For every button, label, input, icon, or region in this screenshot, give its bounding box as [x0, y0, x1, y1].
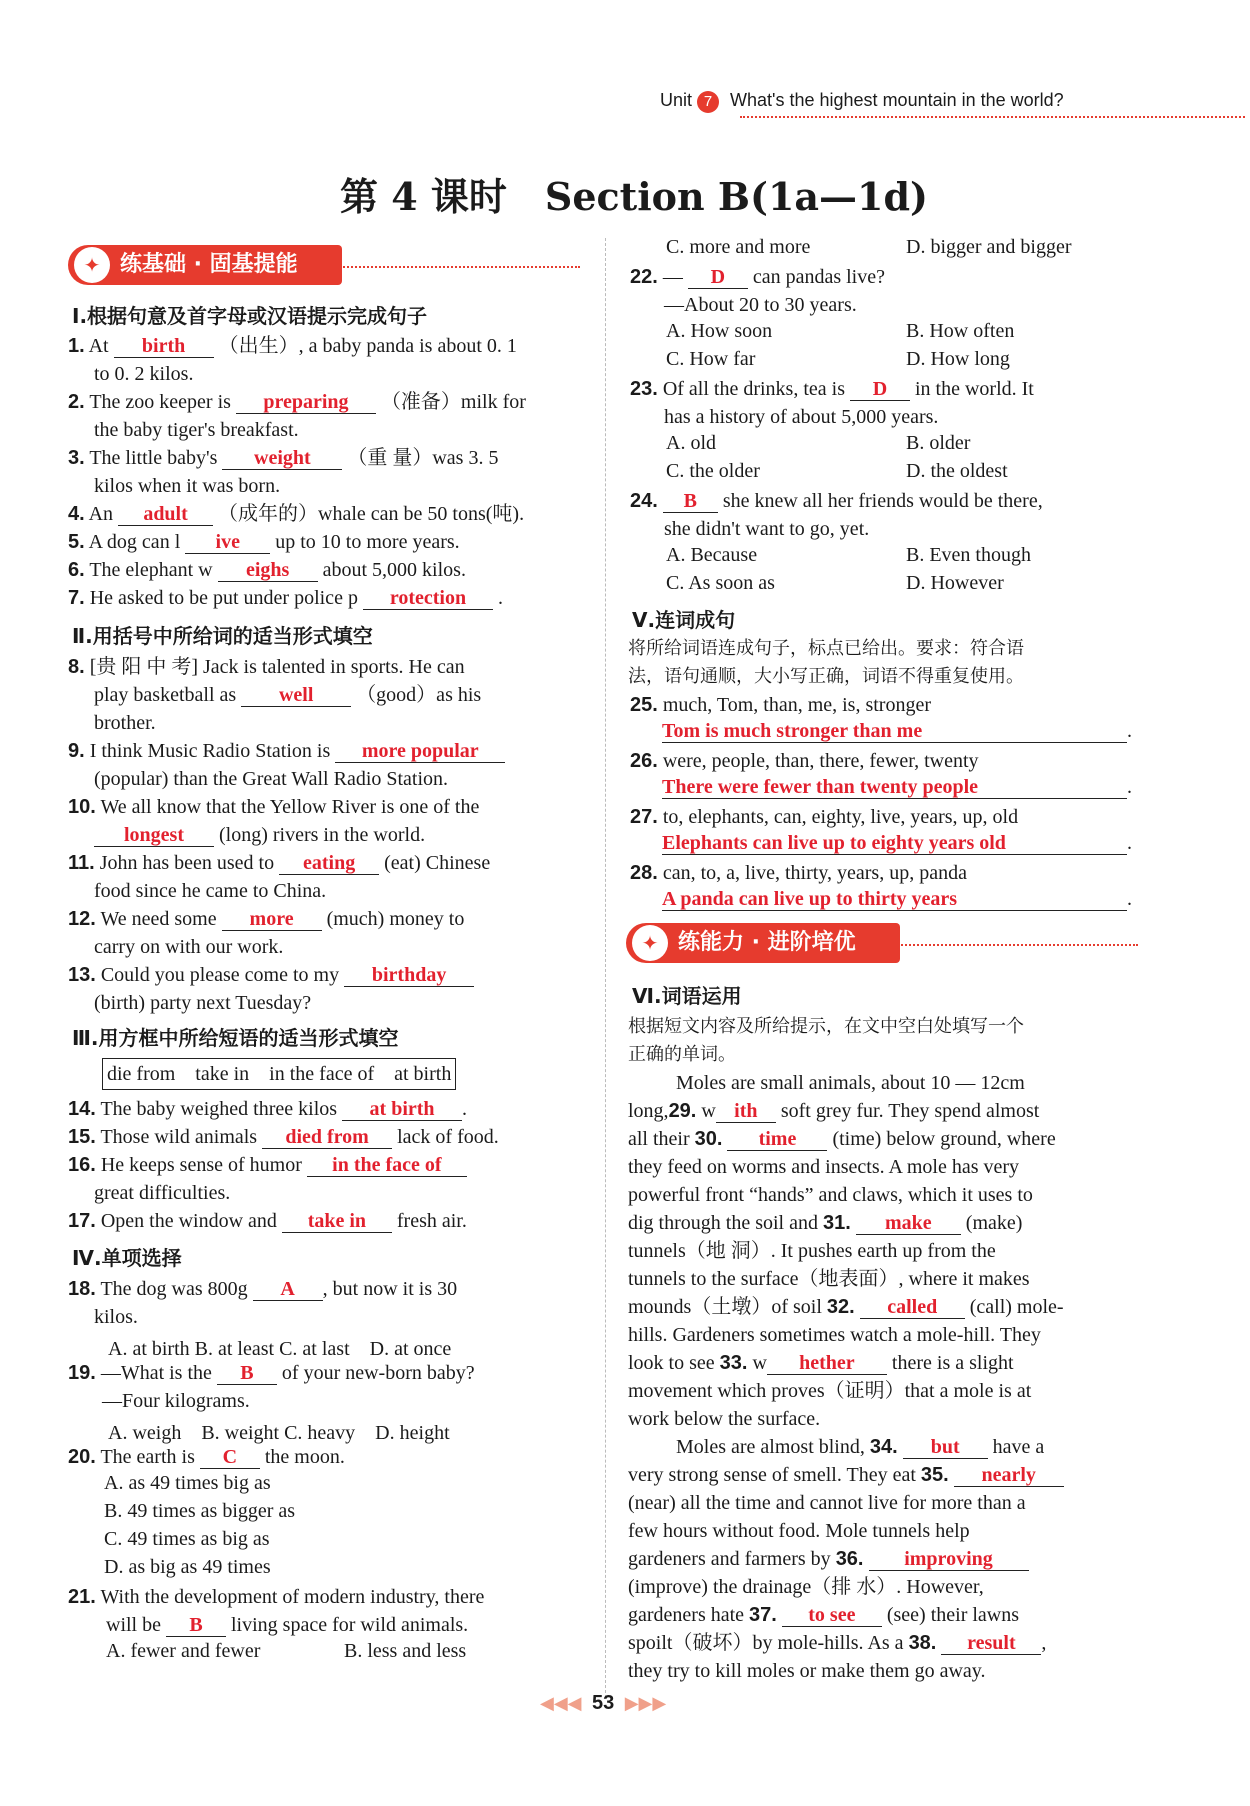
- answer-30: time: [727, 1128, 827, 1151]
- answer-31: make: [856, 1212, 961, 1235]
- q10-line-2: [94, 822, 425, 848]
- answer-35: nearly: [954, 1464, 1064, 1487]
- banner-advanced-label: 练能力 · 进阶培优: [678, 930, 856, 955]
- answer-38: result: [941, 1632, 1041, 1655]
- q10-answer: longest: [94, 824, 214, 847]
- passage-text: w: [752, 1352, 767, 1374]
- q21-option-a: A. fewer and fewer: [106, 1640, 261, 1662]
- q24-option-b: B. Even though: [906, 544, 1031, 566]
- q10-number: 10.: [68, 796, 96, 818]
- question-12: [68, 906, 464, 932]
- q2-text-a: The zoo keeper is: [89, 391, 231, 413]
- question-19: [68, 1360, 475, 1386]
- q11-text-b: (eat) Chinese: [384, 852, 491, 874]
- q27-number: 27.: [630, 806, 658, 828]
- question-28: [630, 860, 967, 886]
- passage-line-20: [628, 1602, 1019, 1628]
- passage-text: mounds（土墩）of soil: [628, 1296, 822, 1318]
- q7-answer: rotection: [363, 587, 493, 610]
- q9-number: 9.: [68, 740, 85, 762]
- q24-continuation: she didn't want to go, yet.: [664, 518, 870, 540]
- q13-number: 13.: [68, 964, 96, 986]
- q1-continuation: to 0. 2 kilos.: [94, 363, 194, 385]
- runner-icon: ✦: [74, 247, 110, 283]
- q22-text-a: —: [662, 266, 683, 288]
- passage-line-15: [628, 1462, 1064, 1488]
- q24-option-c: C. As soon as: [666, 572, 775, 594]
- section-heading-5: Ⅴ.连词成句: [632, 608, 736, 632]
- q13-continuation: (birth) party next Tuesday?: [94, 992, 312, 1014]
- passage-text: (make): [965, 1212, 1023, 1234]
- q19-number: 19.: [68, 1362, 96, 1384]
- q16-number: 16.: [68, 1154, 96, 1176]
- q20-text-a: The earth is: [100, 1446, 195, 1468]
- page-number-bar: [540, 1692, 666, 1715]
- section-heading-1: Ⅰ.根据句意及首字母或汉语提示完成句子: [72, 304, 428, 328]
- q4-text-b: （成年的）whale can be 50 tons(吨).: [218, 503, 525, 525]
- s6-instruction-2: 正确的单词。: [628, 1044, 736, 1065]
- q17-number: 17.: [68, 1210, 96, 1232]
- q9-text-a: I think Music Radio Station is: [89, 740, 331, 762]
- passage-line-16: (near) all the time and cannot live for more than a: [628, 1492, 1026, 1514]
- q5-text-a: A dog can l: [88, 531, 181, 553]
- q18-continuation: kilos.: [94, 1306, 138, 1328]
- q8-continuation: brother.: [94, 712, 156, 734]
- q15-number: 15.: [68, 1126, 96, 1148]
- question-6: [68, 557, 466, 583]
- q26-words: were, people, than, there, fewer, twenty: [662, 750, 979, 772]
- q19-text-a: —What is the: [100, 1362, 212, 1384]
- q22-number: 22.: [630, 266, 658, 288]
- q16-continuation: great difficulties.: [94, 1182, 231, 1204]
- answer-29: ith: [716, 1100, 776, 1123]
- q23-continuation: has a history of about 5,000 years.: [664, 406, 939, 428]
- q10-text-a: We all know that the Yellow River is one of the: [100, 796, 480, 818]
- q12-text-b: (much) money to: [326, 908, 465, 930]
- q22-continuation: —About 20 to 30 years.: [664, 294, 857, 316]
- page-number: 53: [591, 1692, 615, 1714]
- q21-option-c: C. more and more: [666, 236, 811, 258]
- question-24: [630, 488, 1043, 514]
- q13-text-a: Could you please come to my: [100, 964, 340, 986]
- q21-number: 21.: [68, 1586, 96, 1608]
- passage-line-4: they feed on worms and insects. A mole has very: [628, 1156, 1020, 1178]
- passage-line-10: hills. Gardeners sometimes watch a mole-hill. They: [628, 1324, 1041, 1346]
- blank-number-38: 38.: [908, 1632, 937, 1654]
- question-4: [68, 501, 524, 527]
- q8-text-c: （good）as his: [356, 684, 482, 706]
- q24-text-a: she knew all her friends would be there,: [722, 490, 1043, 512]
- q11-continuation: food since he came to China.: [94, 880, 327, 902]
- q9-continuation: (popular) than the Great Wall Radio Station.: [94, 768, 449, 790]
- q22-text-b: can pandas live?: [752, 266, 885, 288]
- q25-answer: Tom is much stronger than me: [662, 720, 1127, 743]
- question-21: [68, 1584, 484, 1610]
- q23-text-a: Of all the drinks, tea is: [662, 378, 845, 400]
- blank-number-33: 33.: [719, 1352, 748, 1374]
- q12-text-a: We need some: [100, 908, 217, 930]
- passage-text: have a: [992, 1436, 1045, 1458]
- q25-answer-line: [662, 718, 1132, 744]
- q27-answer: Elephants can live up to eighty years old: [662, 832, 1127, 855]
- passage-line-17: few hours without food. Mole tunnels help: [628, 1520, 970, 1542]
- q11-number: 11.: [68, 852, 95, 874]
- q14-answer: at birth: [342, 1098, 462, 1121]
- q14-number: 14.: [68, 1098, 96, 1120]
- q24-option-a: A. Because: [666, 544, 758, 566]
- passage-line-21: [628, 1630, 1046, 1656]
- q14-text-b: .: [462, 1098, 468, 1120]
- passage-line-6: [628, 1210, 1022, 1236]
- q3-continuation: kilos when it was born.: [94, 475, 281, 497]
- q9-answer: more popular: [335, 740, 505, 763]
- q20-option-b: B. 49 times as bigger as: [104, 1500, 296, 1522]
- q1-number: 1.: [68, 335, 85, 357]
- answer-34: but: [903, 1436, 988, 1459]
- passage-line-14: [676, 1434, 1044, 1460]
- q28-answer-line: [662, 886, 1132, 912]
- q23-option-b: B. older: [906, 432, 971, 454]
- q11-answer: eating: [279, 852, 379, 875]
- passage-text: (see) their lawns: [886, 1604, 1020, 1626]
- question-22: [630, 264, 885, 290]
- q25-words: much, Tom, than, me, is, stronger: [662, 694, 932, 716]
- banner-basic-label: 练基础 · 固基提能: [120, 252, 298, 277]
- q19-options: A. weigh B. weight C. heavy D. height: [108, 1422, 450, 1444]
- q28-number: 28.: [630, 862, 658, 884]
- blank-number-35: 35.: [920, 1464, 949, 1486]
- q2-number: 2.: [68, 391, 85, 413]
- question-9: [68, 738, 505, 764]
- q19-continuation: —Four kilograms.: [102, 1390, 250, 1412]
- q19-text-b: of your new-born baby?: [281, 1362, 475, 1384]
- q20-option-c: C. 49 times as big as: [104, 1528, 270, 1550]
- blank-number-34: 34.: [869, 1436, 898, 1458]
- question-10: [68, 794, 479, 820]
- q19-answer: B: [217, 1362, 277, 1385]
- q2-continuation: the baby tiger's breakfast.: [94, 419, 299, 441]
- q21-line-2: [106, 1612, 468, 1638]
- passage-line-9: [628, 1294, 1064, 1320]
- q26-answer: There were fewer than twenty people: [662, 776, 1127, 799]
- answer-33: hether: [767, 1352, 887, 1375]
- q1-text-a: At: [88, 335, 109, 357]
- question-26: [630, 748, 979, 774]
- q23-number: 23.: [630, 378, 658, 400]
- answer-36: improving: [869, 1548, 1029, 1571]
- q14-text-a: The baby weighed three kilos: [100, 1098, 338, 1120]
- s5-instruction-2: 法，语句通顺，大小写正确，词语不得重复使用。: [628, 666, 1024, 687]
- section-heading-6: Ⅵ.词语运用: [632, 984, 742, 1008]
- passage-text: dig through the soil and: [628, 1212, 818, 1234]
- passage-text: (time) below ground, where: [832, 1128, 1056, 1150]
- q26-number: 26.: [630, 750, 658, 772]
- question-27: [630, 804, 1018, 830]
- q15-answer: died from: [262, 1126, 392, 1149]
- passage-text: there is a slight: [891, 1352, 1014, 1374]
- q28-period: .: [1127, 888, 1132, 910]
- q2-answer: preparing: [236, 391, 376, 414]
- q22-option-c: C. How far: [666, 348, 756, 370]
- q1-answer: birth: [114, 335, 214, 358]
- passage-text: ,: [1041, 1632, 1047, 1654]
- question-13: [68, 962, 474, 988]
- q3-text-b: （重 量）was 3. 5: [347, 447, 499, 469]
- q21-option-d: D. bigger and bigger: [906, 236, 1072, 258]
- section-heading-4: Ⅳ.单项选择: [72, 1246, 182, 1270]
- q12-number: 12.: [68, 908, 96, 930]
- q24-option-d: D. However: [906, 572, 1004, 594]
- q8-line-2: [94, 682, 481, 708]
- q6-number: 6.: [68, 559, 85, 581]
- q27-period: .: [1127, 832, 1132, 854]
- q1-text-b: （出生）, a baby panda is about 0. 1: [218, 335, 517, 357]
- passage-line-22: they try to kill moles or make them go away.: [628, 1660, 986, 1682]
- question-1: [68, 333, 517, 359]
- banner2-dotted-rule: [898, 944, 1138, 946]
- prev-arrows-icon: ◀◀◀: [540, 1693, 582, 1713]
- question-2: [68, 389, 526, 415]
- q20-answer: C: [200, 1446, 260, 1469]
- passage-text: (call) mole-: [969, 1296, 1064, 1318]
- q11-text-a: John has been used to: [99, 852, 275, 874]
- passage-line-12: movement which proves（证明）that a mole is at: [628, 1380, 1032, 1402]
- q6-text-a: The elephant w: [89, 559, 213, 581]
- q20-option-d: D. as big as 49 times: [104, 1556, 271, 1578]
- question-23: [630, 376, 1034, 402]
- q3-number: 3.: [68, 447, 85, 469]
- section-heading-3: Ⅲ.用方框中所给短语的适当形式填空: [72, 1026, 399, 1050]
- q23-answer: D: [850, 378, 910, 401]
- q21-text-b: will be: [106, 1614, 161, 1636]
- passage-text: look to see: [628, 1352, 715, 1374]
- q15-text-a: Those wild animals: [100, 1126, 258, 1148]
- q8-number: 8.: [68, 656, 85, 678]
- q21-option-b: B. less and less: [344, 1640, 467, 1662]
- passage-text: gardeners hate: [628, 1604, 745, 1626]
- passage-line-19: (improve) the drainage（排 水）. However,: [628, 1576, 984, 1598]
- q12-continuation: carry on with our work.: [94, 936, 284, 958]
- question-8: [68, 654, 465, 680]
- section-heading-2: Ⅱ.用括号中所给词的适当形式填空: [72, 624, 373, 648]
- q5-number: 5.: [68, 531, 85, 553]
- q4-number: 4.: [68, 503, 85, 525]
- q8-text-b: play basketball as: [94, 684, 237, 706]
- q6-answer: eighs: [218, 559, 318, 582]
- q23-option-c: C. the older: [666, 460, 760, 482]
- q21-text-c: living space for wild animals.: [231, 1614, 469, 1636]
- q28-answer: A panda can live up to thirty years: [662, 888, 1127, 911]
- q17-text-a: Open the window and: [100, 1210, 277, 1232]
- section-banner-basic: [68, 245, 342, 285]
- q2-text-b: （准备）milk for: [380, 391, 526, 413]
- q8-answer: well: [241, 684, 351, 707]
- q23-option-a: A. old: [666, 432, 716, 454]
- q20-text-b: the moon.: [264, 1446, 345, 1468]
- passage-line-5: powerful front “hands” and claws, which it uses to: [628, 1184, 1033, 1206]
- q7-text-a: He asked to be put under police p: [89, 587, 358, 609]
- blank-number-37: 37.: [749, 1604, 777, 1626]
- q4-answer: adult: [118, 503, 213, 526]
- question-15: [68, 1124, 499, 1150]
- unit-number-badge: 7: [697, 91, 719, 113]
- q18-number: 18.: [68, 1278, 96, 1300]
- question-25: [630, 692, 931, 718]
- q4-text-a: An: [88, 503, 114, 525]
- q26-period: .: [1127, 776, 1132, 798]
- runner-icon: ✦: [632, 925, 668, 961]
- q18-options: A. at birth B. at least C. at last D. at once: [108, 1338, 452, 1360]
- passage-line-7: tunnels（地 洞）. It pushes earth up from the: [628, 1240, 996, 1262]
- q13-answer: birthday: [344, 964, 474, 987]
- q21-text-a: With the development of modern industry, there: [100, 1586, 485, 1608]
- column-divider: [605, 238, 606, 1698]
- answer-37: to see: [782, 1604, 882, 1627]
- q22-option-b: B. How often: [906, 320, 1015, 342]
- passage-text: long,: [628, 1100, 669, 1122]
- q5-text-b: up to 10 to more years.: [275, 531, 460, 553]
- q28-words: can, to, a, live, thirty, years, up, panda: [662, 862, 967, 884]
- q18-text-a: The dog was 800g: [100, 1278, 248, 1300]
- question-17: [68, 1208, 467, 1234]
- q16-answer: in the face of: [307, 1154, 467, 1177]
- question-18: [68, 1276, 457, 1302]
- q25-period: .: [1127, 720, 1132, 742]
- unit-label: Unit: [660, 90, 693, 110]
- blank-number-29: 29.: [668, 1100, 697, 1122]
- q24-number: 24.: [630, 490, 658, 512]
- q10-text-b: (long) rivers in the world.: [219, 824, 426, 846]
- passage-text: gardeners and farmers by: [628, 1548, 831, 1570]
- s5-instruction-1: 将所给词语连成句子，标点已给出。要求：符合语: [628, 638, 1024, 659]
- s6-instruction-1: 根据短文内容及所给提示，在文中空白处填写一个: [628, 1016, 1024, 1037]
- q24-answer: B: [663, 490, 718, 513]
- q18-answer: A: [253, 1278, 323, 1301]
- q25-number: 25.: [630, 694, 658, 716]
- q3-answer: weight: [222, 447, 342, 470]
- q18-text-b: , but now it is 30: [322, 1278, 458, 1300]
- q20-option-a: A. as 49 times big as: [104, 1472, 271, 1494]
- q17-answer: take in: [282, 1210, 392, 1233]
- passage-text: Moles are almost blind,: [676, 1436, 865, 1458]
- q7-text-b: .: [497, 587, 503, 609]
- passage-text: spoilt（破坏）by mole-hills. As a: [628, 1632, 904, 1654]
- q3-text-a: The little baby's: [89, 447, 218, 469]
- question-3: [68, 445, 498, 471]
- q16-text-a: He keeps sense of humor: [100, 1154, 302, 1176]
- passage-text: soft grey fur. They spend almost: [780, 1100, 1040, 1122]
- blank-number-32: 32.: [826, 1296, 855, 1318]
- question-5: [68, 529, 460, 555]
- banner1-dotted-rule: [340, 266, 580, 268]
- passage-line-18: [628, 1546, 1029, 1572]
- q22-option-d: D. How long: [906, 348, 1010, 370]
- next-arrows-icon: ▶▶▶: [624, 1693, 667, 1713]
- passage-line-13: work below the surface.: [628, 1408, 821, 1430]
- question-20: [68, 1444, 345, 1470]
- q21-answer: B: [166, 1614, 226, 1637]
- passage-text: all their: [628, 1128, 690, 1150]
- passage-line-8: tunnels to the surface（地表面）, where it makes: [628, 1268, 1030, 1290]
- running-header: [660, 90, 1064, 113]
- question-11: [68, 850, 490, 876]
- answer-32: called: [860, 1296, 965, 1319]
- q23-option-d: D. the oldest: [906, 460, 1008, 482]
- q5-answer: ive: [185, 531, 270, 554]
- header-dotted-rule: [740, 116, 1245, 118]
- blank-number-36: 36.: [835, 1548, 864, 1570]
- passage-line-2: [628, 1098, 1039, 1124]
- q20-number: 20.: [68, 1446, 96, 1468]
- passage-line-1: Moles are small animals, about 10 — 12cm: [676, 1072, 1025, 1094]
- section-banner-advanced: [626, 923, 900, 963]
- blank-number-31: 31.: [822, 1212, 851, 1234]
- q27-words: to, elephants, can, eighty, live, years, up, old: [662, 806, 1019, 828]
- q22-option-a: A. How soon: [666, 320, 773, 342]
- q7-number: 7.: [68, 587, 85, 609]
- q8-text-a: [贵 阳 中 考] Jack is talented in sports. He can: [89, 656, 465, 678]
- q26-answer-line: [662, 774, 1132, 800]
- passage-text: very strong sense of smell. They eat: [628, 1464, 916, 1486]
- q6-text-b: about 5,000 kilos.: [322, 559, 466, 581]
- phrase-box: die from take in in the face of at birth: [102, 1058, 456, 1090]
- page-title: 第 4 课时 Section B(1a—1d): [340, 174, 928, 219]
- q15-text-b: lack of food.: [397, 1126, 499, 1148]
- q17-text-b: fresh air.: [396, 1210, 467, 1232]
- q22-answer: D: [688, 266, 748, 289]
- question-14: [68, 1096, 467, 1122]
- blank-number-30: 30.: [694, 1128, 723, 1150]
- passage-text: w: [701, 1100, 716, 1122]
- passage-line-11: [628, 1350, 1014, 1376]
- q12-answer: more: [222, 908, 322, 931]
- question-16: [68, 1152, 467, 1178]
- unit-title: What's the highest mountain in the world?: [730, 90, 1064, 110]
- q23-text-b: in the world. It: [915, 378, 1034, 400]
- question-7: [68, 585, 503, 611]
- passage-line-3: [628, 1126, 1056, 1152]
- q27-answer-line: [662, 830, 1132, 856]
